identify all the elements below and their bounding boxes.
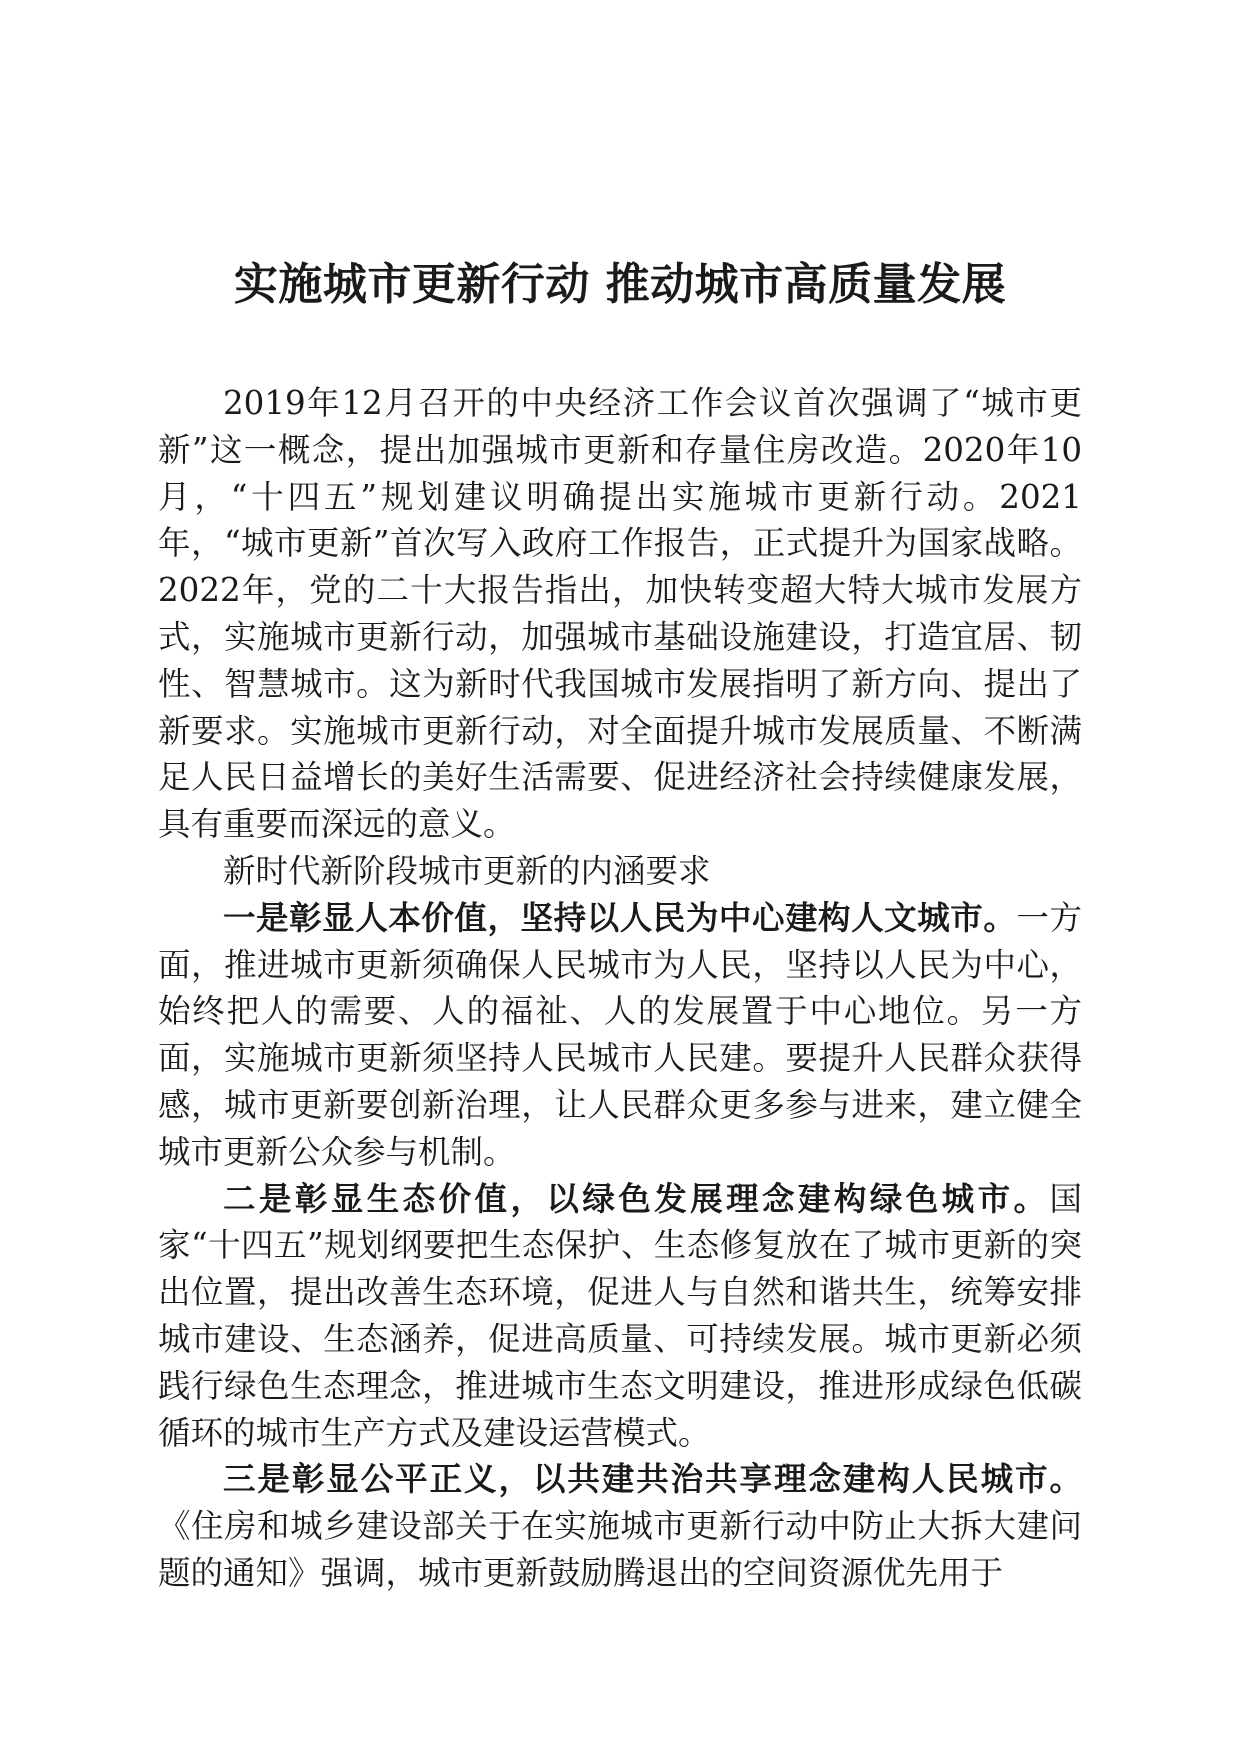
paragraph-point-1 [158, 895, 1082, 1176]
section-heading [158, 848, 1082, 895]
paragraph-point-3 [158, 1456, 1082, 1596]
section-heading-text: 新时代新阶段城市更新的内涵要求 [223, 851, 711, 890]
paragraph-lead: 二是彰显生态价值，以绿色发展理念建构绿色城市。 [223, 1178, 1050, 1218]
paragraph-text: 2019年12月召开的中央经济工作会议首次强调了“城市更新”这一概念，提出加强城市更新和存量住房改造。2020年10月，“十四五”规划建议明确提出实施城市更新行动。2021年，“城市更新”首次写入政府工作报告，正式提升为国家战略。2022年，党的二十大报告指出，加快转变超大特大城市发展方式，实施城市更新行动，加强城市基础设施建设，打造宜居、韧性、智慧城市。这为新时代我国城市发展指明了新方向、提出了新要求。实施城市更新行动，对全面提升城市发展质量、不断满足人民日益增长的美好生活需要、促进经济社会持续健康发展，具有重要而深远的意义。 [158, 384, 1082, 844]
paragraph-lead: 一是彰显人本价值，坚持以人民为中心建构人文城市。 [223, 897, 1017, 937]
paragraph-text: 一方面，推进城市更新须确保人民城市为人民，坚持以人民为中心，始终把人的需要、人的福祉、人的发展置于中心地位。另一方面，实施城市更新须坚持人民城市人民建。要提升人民群众获得感，城市更新要创新治理，让人民群众更多参与进来，建立健全城市更新公众参与机制。 [158, 898, 1082, 1171]
paragraph-lead: 三是彰显公平正义，以共建共治共享理念建构人民城市。 [223, 1459, 1082, 1499]
paragraph-point-2 [158, 1176, 1082, 1457]
document-body [158, 380, 1082, 1597]
paragraph-text: 《住房和城乡建设部关于在实施城市更新行动中防止大拆大建问题的通知》强调，城市更新鼓励腾退出的空间资源优先用于 [158, 1507, 1082, 1592]
paragraph-intro [158, 380, 1082, 848]
paragraph-text: 国家“十四五”规划纲要把生态保护、生态修复放在了城市更新的突出位置，提出改善生态环境，促进人与自然和谐共生，统筹安排城市建设、生态涵养，促进高质量、可持续发展。城市更新必须践行绿色生态理念，推进城市生态文明建设，推进形成绿色低碳循环的城市生产方式及建设运营模式。 [158, 1179, 1082, 1452]
document-title: 实施城市更新行动 推动城市高质量发展 [233, 259, 1007, 310]
